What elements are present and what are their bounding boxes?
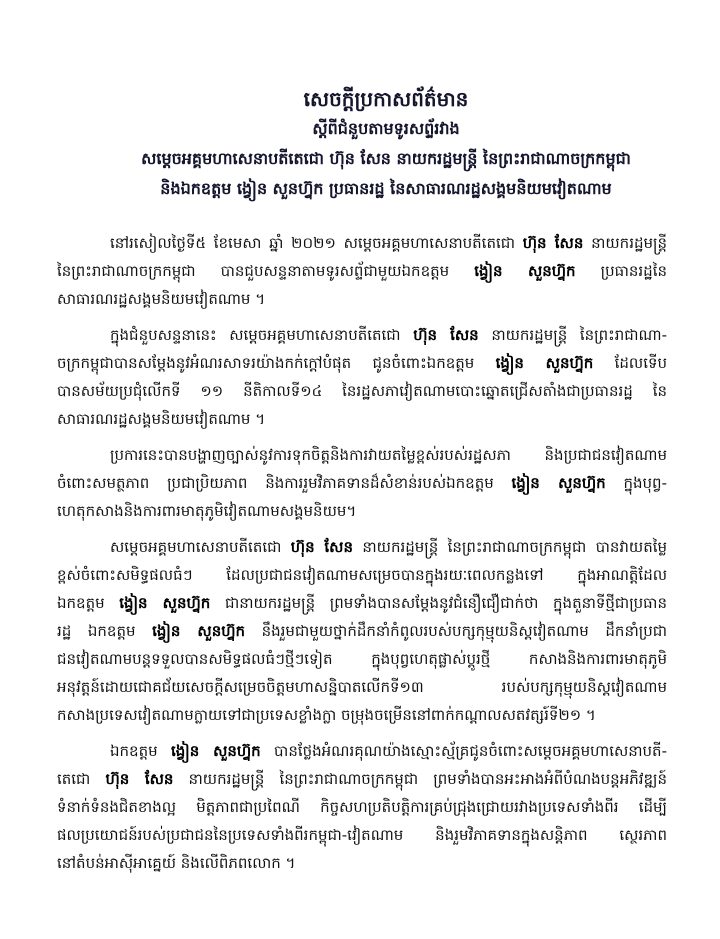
document-body xyxy=(57,229,667,885)
line-text: នៅរសៀលថ្ងៃទី៥ ខែមេសា ឆ្នាំ ២០២១ សម្តេចអគ្គមហាសេនាបតីតេជោ xyxy=(110,234,523,252)
paragraph-line xyxy=(57,377,667,405)
line-text: ប្រធានរដ្ឋនៃ xyxy=(575,262,667,280)
line-text: ខ្ពស់ចំពោះសមិទ្ធផលធំៗ ដែលប្រជាជនវៀតណាមសម្រេចបានក្នុងរយៈពេលកន្លងទៅ ក្នុងអាណត្តិដែល xyxy=(57,566,667,584)
paragraph-line xyxy=(57,441,667,469)
name-hun-sen: ហ៊ុន សែន xyxy=(522,234,584,252)
paragraph-1 xyxy=(57,229,667,313)
line-text: ទំនាក់ទំនងជិតខាងល្អ មិត្តភាពជាប្រពៃណី កិច្ចសហប្រតិបត្តិការគ្រប់ជ្រុងជ្រោយរវាងប្រទេសទាំងពីរ ដើម្បី xyxy=(57,798,667,816)
line-text: ចក្រកម្ពុជាបានសម្តែងនូវអំណរសាទរយ៉ាងកក់ក្តៅបំផុត ជូនចំពោះឯកឧត្តម xyxy=(57,354,496,372)
paragraph-line xyxy=(57,737,667,765)
line-text: នាយករដ្ឋមន្ត្រី xyxy=(583,234,667,252)
paragraph-line xyxy=(57,497,667,525)
line-text: ប្រការនេះបានបង្ហាញច្បាស់នូវការទុកចិត្តនិងការវាយតម្លៃខ្ពស់របស់រដ្ឋសភា និងប្រជាជនវៀតណាម xyxy=(110,446,667,464)
document-title: សេចក្តីប្រកាសព័ត៌មាន xyxy=(303,87,469,111)
paragraph-line xyxy=(57,561,667,589)
paragraph-line xyxy=(57,285,667,313)
line-text: នៃព្រះរាជាណាចក្រកម្ពុជា បានជួបសន្ទនាតាមទូរសព្ទ័ជាមួយឯកឧត្តម xyxy=(57,262,475,280)
name-hun-sen: ហ៊ុន សែន xyxy=(105,770,174,788)
paragraph-4 xyxy=(57,533,667,729)
line-text: ហេតុកសាងនិងការពារមាតុភូមិវៀតណាមសង្គមនិយម។ xyxy=(57,502,357,520)
name-nguyen-xuan-phuc: ង្វៀន សួនហ្វ៊ុក xyxy=(511,474,606,492)
paragraph-line xyxy=(57,617,667,645)
line-text: កសាងប្រទេសវៀតណាមក្លាយទៅជាប្រទេសខ្លាំងក្លា ចម្រុងចម្រើននៅពាក់កណ្តាលសតវត្សរ៍ទី២១ ។ xyxy=(57,706,596,724)
line-text: សាធារណរដ្ឋសង្គមនិយមវៀតណាម ។ xyxy=(57,410,266,428)
paragraph-line xyxy=(57,469,667,497)
line-text: សម្តេចអគ្គមហាសេនាបតីតេជោ xyxy=(110,538,291,556)
header-party-vietnam: និងឯកឧត្តម ង្វៀន សួនហ្វ៊ុក ប្រធានរដ្ឋ នៃសាធារណរដ្ឋសង្គមនិយមវៀតណាម xyxy=(160,179,612,198)
line-text: ដែលទើប xyxy=(593,354,667,372)
paragraph-line xyxy=(57,349,667,377)
line-text: អនុវត្តន៍ដោយជោគជ័យសេចក្តីសម្រេចចិត្តមហាសន្និបាតលើកទី១៣ របស់បក្សកុម្មុយនិស្តវៀតណាម xyxy=(57,678,667,696)
paragraph-line xyxy=(57,229,667,257)
line-text: នាយករដ្ឋមន្ត្រី នៃព្រះរាជាណា- xyxy=(478,326,668,344)
paragraph-line xyxy=(57,701,667,729)
line-text: ជនវៀតណាមបន្តទទួលបានសមិទ្ធផលធំៗថ្មីៗទៀត ក្នុងបុព្វហេតុផ្លាស់ប្តូរថ្មី កសាងនិងការពារមាតុភូមិ xyxy=(57,650,667,668)
paragraph-line xyxy=(57,257,667,285)
line-text: តេជោ xyxy=(57,770,106,788)
line-text: នឹងរួមជាមួយថ្នាក់ដឹកនាំកំពូលរបស់បក្សកុម្មុយនិស្តវៀតណាម ដឹកនាំប្រជា xyxy=(245,622,667,640)
name-nguyen-xuan-phuc: ង្វៀន សួនហ្វ៊ុក xyxy=(119,594,211,612)
paragraph-line xyxy=(57,321,667,349)
line-text: នៅតំបន់អាស៊ីអាគ្នេយ៍ និងលើពិភពលោក ។ xyxy=(57,854,296,872)
name-nguyen-xuan-phuc: ង្វៀន សួនហ្វ៊ុក xyxy=(170,742,261,760)
line-text: ផលប្រយោជន៍របស់ប្រជាជននៃប្រទេសទាំងពីរកម្ពុជា-វៀតណាម និងរួមវិភាគទានក្នុងសន្តិភាព ស្ថេរភាព xyxy=(57,826,667,844)
line-text: ឯកឧត្តម xyxy=(110,742,171,760)
paragraph-line xyxy=(57,673,667,701)
line-text: ចំពោះសមត្ថភាព ប្រជាប្រិយភាព និងការរួមវិភាគទានដ៏សំខាន់របស់ឯកឧត្តម xyxy=(57,474,512,492)
paragraph-line xyxy=(57,793,667,821)
paragraph-line xyxy=(57,533,667,561)
paragraph-3 xyxy=(57,441,667,525)
paragraph-line xyxy=(57,405,667,433)
paragraph-line xyxy=(57,589,667,617)
paragraph-line xyxy=(57,849,667,877)
paragraph-5 xyxy=(57,737,667,877)
paragraph-line xyxy=(57,645,667,673)
line-text: ជានាយករដ្ឋមន្ត្រី ព្រមទាំងបានសម្តែងនូវជំនឿជឿជាក់ថា ក្នុងតួនាទីថ្មីជាប្រធាន xyxy=(210,594,667,612)
name-nguyen-xuan-phuc: ង្វៀន សួនហ្វ៊ុក xyxy=(495,354,594,372)
line-text: បានថ្លែងអំណរគុណយ៉ាងស្មោះស្ម័គ្រជូនចំពោះសម្តេចអគ្គមហាសេនាបតី- xyxy=(260,742,667,760)
line-text: នាយករដ្ឋមន្ត្រី នៃព្រះរាជាណាចក្រកម្ពុជា ព្រមទាំងបានអះអាងអំពីបំណងបន្តអភិវឌ្ឍន៍ xyxy=(173,770,668,788)
paragraph-line xyxy=(57,765,667,793)
line-text: ឯកឧត្តម xyxy=(57,594,120,612)
line-text: នាយករដ្ឋមន្ត្រី នៃព្រះរាជាណាចក្រកម្ពុជា បានវាយតម្លៃ xyxy=(353,538,668,556)
line-text: បានសម័យប្រជុំលើកទី ១១ នីតិកាលទី១៤ នៃរដ្ឋសភាវៀតណាមបោះឆ្នោតជ្រើសតាំងជាប្រធានរដ្ឋ នៃ xyxy=(57,382,667,400)
line-text: រដ្ឋ ឯកឧត្តម xyxy=(57,622,153,640)
document-header xyxy=(92,84,680,204)
paragraph-2 xyxy=(57,321,667,433)
paragraph-line xyxy=(57,821,667,849)
line-text: ក្នុងជំនួបសន្ទនានេះ សម្តេចអគ្គមហាសេនាបតីតេជោ xyxy=(110,326,414,344)
name-nguyen-xuan-phuc: ង្វៀន សួនហ្វ៊ុក xyxy=(152,622,246,640)
name-nguyen-xuan-phuc: ង្វៀន សួនហ្វ៊ុក xyxy=(474,262,576,280)
name-hun-sen: ហ៊ុន សែន xyxy=(413,326,479,344)
name-hun-sen: ហ៊ុន សែន xyxy=(290,538,353,556)
line-text: សាធារណរដ្ឋសង្គមនិយមវៀតណាម ។ xyxy=(57,290,266,308)
document-subtitle: ស្តីពីជំនួបតាមទូរសព្ទ័រវាង xyxy=(312,119,460,138)
line-text: ក្នុងបុព្វ- xyxy=(605,474,667,492)
header-party-cambodia: សម្តេចអគ្គមហាសេនាបតីតេជោ ហ៊ុន សែន នាយករដ្ឋមន្ត្រី នៃព្រះរាជាណាចក្រកម្ពុជា xyxy=(141,149,631,168)
